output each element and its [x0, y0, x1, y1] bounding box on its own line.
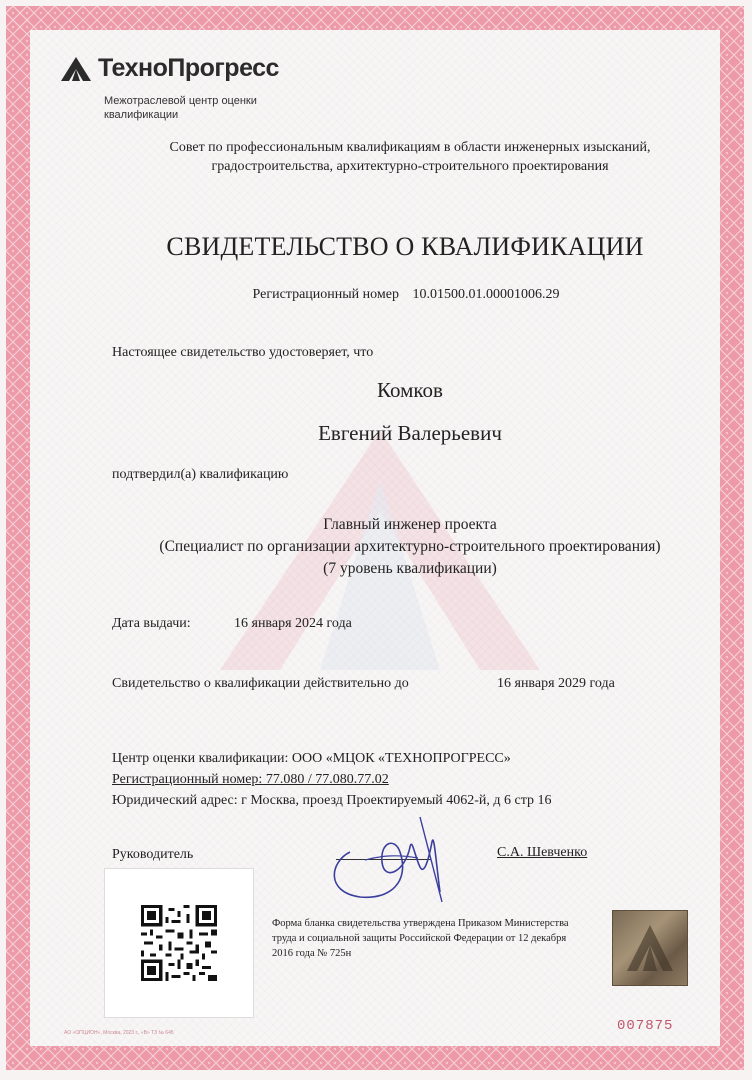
council-name — [120, 138, 700, 176]
printer-mark: АО «ОПЦИОН», Москва, 2023 г., «В» ТЗ № 645 — [64, 1030, 174, 1036]
serial-number: 007875 — [617, 1018, 674, 1034]
qualification-specialist: (Специалист по организации архитектурно-строительного проектирования) — [159, 538, 661, 555]
logo-subtitle — [104, 94, 304, 122]
center-address: Юридический адрес: г Москва, проезд Проектируемый 4062-й, д 6 стр 16 — [112, 793, 552, 808]
logo-subtitle-line1: Межотраслевой центр оценки — [104, 95, 257, 107]
confirmed-text: подтвердил(а) квалификацию — [112, 467, 289, 482]
hologram-seal — [612, 910, 688, 986]
registration-label: Регистрационный номер — [252, 287, 399, 302]
validity-value: 16 января 2029 года — [497, 676, 615, 691]
validity-label: Свидетельство о квалификации действительно до — [112, 676, 409, 691]
logo-mountain-icon — [60, 56, 92, 82]
form-note-line2: труда и социальной защиты Российской Федерации от 12 декабря — [272, 933, 567, 944]
registration-value: 10.01500.01.00001006.29 — [412, 287, 560, 302]
logo-subtitle-line2: квалификации — [104, 109, 179, 121]
certifies-text: Настоящее свидетельство удостоверяет, что — [112, 345, 374, 360]
form-note-line3: 2016 года № 725н — [272, 948, 352, 959]
holder-surname: Комков — [377, 378, 443, 402]
technoprogress-logo — [60, 54, 279, 83]
center-name: Центр оценки квалификации: ООО «МЦОК «ТЕХНОПРОГРЕСС» — [112, 751, 511, 766]
form-note-line1: Форма бланка свидетельства утверждена Приказом Министерства — [272, 918, 569, 929]
council-line1: Совет по профессиональным квалификациям в области инженерных изысканий, — [169, 140, 651, 155]
qr-code — [141, 905, 217, 981]
qr-code-card — [104, 868, 254, 1018]
center-registration: Регистрационный номер: 77.080 / 77.080.77.02 — [112, 772, 389, 787]
holder-given-names: Евгений Валерьевич — [318, 421, 502, 445]
logo-name: ТехноПрогресс — [98, 54, 279, 82]
handwritten-signature — [320, 812, 470, 907]
form-approval-note — [272, 916, 617, 961]
qualification-block — [60, 514, 752, 580]
council-line2: градостроительства, архитектурно-строительного проектирования — [211, 159, 609, 174]
document-title: СВИДЕТЕЛЬСТВО О КВАЛИФИКАЦИИ — [166, 232, 644, 261]
qualification-level: (7 уровень квалификации) — [323, 560, 497, 577]
qualification-title: Главный инженер проекта — [323, 516, 497, 533]
signatory-name: С.А. Шевченко — [497, 845, 588, 860]
issue-date-label: Дата выдачи: — [112, 616, 191, 631]
signatory-role: Руководитель — [112, 847, 194, 862]
registration-number — [0, 287, 752, 303]
hologram-logo-icon — [613, 911, 687, 985]
issue-date-value: 16 января 2024 года — [234, 616, 352, 631]
